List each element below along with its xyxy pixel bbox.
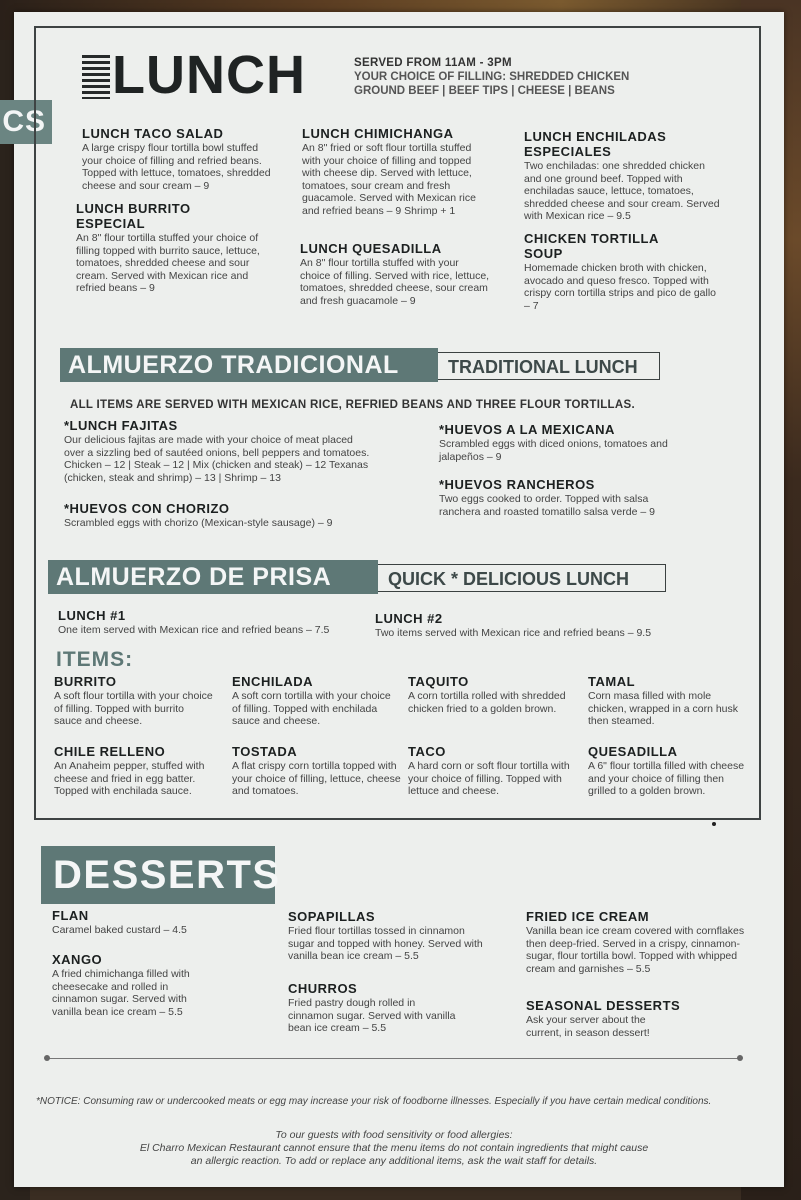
item-desc: Our delicious fajitas are made with your choice of meat placed over a sizzling bed of sautéed onions, bell peppers and tomatoes. Chicken – 12 | Steak – 12 | Mix (chicken and steak) – 12 Texanas (chicken, steak and shrimp) – 13 | Shrimp – 13 bbox=[64, 434, 370, 484]
item-desc: A hard corn or soft flour tortilla with your choice of filling. Topped with lettuce and cheese. bbox=[408, 760, 570, 798]
item-name: TOSTADA bbox=[232, 744, 298, 759]
item-name: *HUEVOS A LA MEXICANA bbox=[439, 422, 615, 437]
tradicional-title: ALMUERZO TRADICIONAL bbox=[60, 348, 438, 382]
allergy-line-3: an allergic reaction. To add or replace any additional items, ask the wait staff for details. bbox=[190, 1155, 598, 1167]
item-desc: Two enchiladas: one shredded chicken and one ground beef. Topped with enchiladas sauce, lettuce, tomatoes, shredded cheese and sour cream. Served with Mexican rice – 9.5 bbox=[524, 160, 720, 223]
menu-item bbox=[588, 674, 738, 728]
item-desc: Vanilla bean ice cream covered with cornflakes then deep-fried. Served in a crispy, cinnamon-sugar, flour tortilla bowl. Topped with whipped cream and garnishes – 5.5 bbox=[526, 925, 745, 975]
item-desc: Two eggs cooked to order. Topped with salsa ranchera and roasted tomatillo salsa verde – 9 bbox=[439, 493, 655, 518]
lunch-served-info bbox=[354, 56, 694, 98]
item-desc: A soft corn tortilla with your choice of filling. Topped with enchilada sauce and cheese. bbox=[232, 690, 391, 728]
menu-item bbox=[408, 744, 580, 798]
desserts-title: DESSERTS bbox=[41, 846, 275, 904]
menu-item bbox=[52, 952, 212, 1018]
menu-item bbox=[375, 611, 685, 640]
menu-item bbox=[54, 744, 224, 798]
item-name: FLAN bbox=[52, 908, 89, 923]
item-desc: Ask your server about the current, in season dessert! bbox=[526, 1014, 650, 1039]
item-name: SOPAPILLAS bbox=[288, 909, 376, 924]
item-desc: An 8" flour tortilla stuffed your choice of filling topped with burrito sauce, lettuce, tomatoes, shredded cheese and sour cream. Served with Mexican rice and refried beans – 9 bbox=[76, 232, 260, 295]
menu-item bbox=[408, 674, 568, 715]
item-name: FRIED ICE CREAM bbox=[526, 909, 650, 924]
served-hours: SERVED FROM 11AM - 3PM bbox=[354, 57, 512, 69]
divider-dot bbox=[44, 1055, 50, 1061]
menu-item bbox=[524, 231, 719, 312]
item-name: ENCHILADA bbox=[232, 674, 314, 689]
item-desc: A fried chimichanga filled with cheesecake and rolled in cinnamon sugar. Served with vanilla bean ice cream – 5.5 bbox=[52, 968, 190, 1018]
allergy-line-2: El Charro Mexican Restaurant cannot ensure that the menu items do not contain ingredients that might cause bbox=[139, 1142, 649, 1154]
side-section-tab: CS bbox=[0, 100, 52, 144]
item-name: CHICKEN TORTILLA SOUP bbox=[524, 231, 659, 261]
menu-item bbox=[232, 674, 392, 728]
filling-line-1: YOUR CHOICE OF FILLING: SHREDDED CHICKEN bbox=[354, 71, 630, 83]
divider-line bbox=[46, 1058, 741, 1059]
menu-item bbox=[82, 126, 272, 192]
item-name: LUNCH #2 bbox=[375, 611, 443, 626]
item-desc: Fried pastry dough rolled in cinnamon sugar. Served with vanilla bean ice cream – 5.5 bbox=[288, 997, 456, 1035]
menu-item bbox=[524, 129, 724, 223]
item-name: LUNCH ENCHILADAS ESPECIALES bbox=[524, 129, 667, 159]
menu-item bbox=[288, 909, 493, 963]
item-name: LUNCH TACO SALAD bbox=[82, 126, 224, 141]
item-desc: Caramel baked custard – 4.5 bbox=[52, 924, 187, 936]
menu-item bbox=[288, 981, 458, 1035]
tradicional-subtitle: TRADITIONAL LUNCH bbox=[438, 352, 660, 380]
menu-item bbox=[526, 909, 758, 975]
menu-item bbox=[439, 477, 689, 518]
item-name: LUNCH #1 bbox=[58, 608, 126, 623]
health-notice: *NOTICE: Consuming raw or undercooked meats or egg may increase your risk of foodborne illnesses. Especially if you have certain medical conditions. bbox=[36, 1096, 712, 1107]
menu-item bbox=[54, 674, 214, 728]
item-name: LUNCH CHIMICHANGA bbox=[302, 126, 454, 141]
item-name: LUNCH BURRITO ESPECIAL bbox=[76, 201, 191, 231]
menu-item bbox=[302, 126, 492, 218]
menu-item bbox=[300, 241, 492, 307]
menu-item bbox=[526, 998, 681, 1039]
menu-item bbox=[588, 744, 753, 798]
items-label: ITEMS: bbox=[56, 648, 134, 671]
item-name: *HUEVOS RANCHEROS bbox=[439, 477, 595, 492]
menu-item bbox=[232, 744, 402, 798]
item-desc: Corn masa filled with mole chicken, wrapped in a corn husk then steamed. bbox=[588, 690, 738, 728]
item-desc: Two items served with Mexican rice and refried beans – 9.5 bbox=[375, 627, 652, 639]
item-desc: Scrambled eggs with diced onions, tomatoes and jalapeños – 9 bbox=[439, 438, 668, 463]
item-desc: A large crispy flour tortilla bowl stuffed your choice of filling and refried beans. Topped with lettuce, tomatoes, shredded cheese and sour cream – 9 bbox=[82, 142, 271, 192]
menu-page bbox=[2, 12, 784, 1187]
menu-item bbox=[64, 418, 374, 484]
menu-item bbox=[64, 501, 404, 530]
item-name: QUESADILLA bbox=[588, 744, 678, 759]
item-name: *LUNCH FAJITAS bbox=[64, 418, 178, 433]
item-name: *HUEVOS CON CHORIZO bbox=[64, 501, 230, 516]
item-name: CHILE RELLENO bbox=[54, 744, 166, 759]
item-name: BURRITO bbox=[54, 674, 117, 689]
item-desc: An Anaheim pepper, stuffed with cheese and fried in egg batter. Topped with enchilada sauce. bbox=[54, 760, 205, 798]
allergy-notice bbox=[74, 1129, 714, 1168]
menu-item bbox=[58, 608, 368, 637]
item-desc: An 8" flour tortilla stuffed with your choice of filling. Served with rice, lettuce, tomatoes, shredded cheese, sour cream and fresh guacamole – 9 bbox=[300, 257, 490, 307]
item-name: SEASONAL DESSERTS bbox=[526, 998, 681, 1013]
item-desc: A flat crispy corn tortilla topped with your choice of filling, lettuce, cheese and tomatoes. bbox=[232, 760, 401, 798]
item-name: XANGO bbox=[52, 952, 103, 967]
item-desc: An 8" fried or soft flour tortilla stuffed with your choice of filling and topped with cheese dip. Served with lettuce, tomatoes, sour cream and fresh guacamole. Served with Mexican rice and refried beans – 9 Shrimp + 1 bbox=[302, 142, 476, 217]
item-name: TAMAL bbox=[588, 674, 636, 689]
lunch-title: LUNCH bbox=[112, 45, 306, 105]
item-desc: A soft flour tortilla with your choice of filling. Topped with burrito sauce and cheese. bbox=[54, 690, 213, 728]
prisa-subtitle: QUICK * DELICIOUS LUNCH bbox=[378, 564, 666, 592]
dot-decoration bbox=[712, 822, 716, 826]
menu-item bbox=[52, 908, 242, 937]
item-desc: Homemade chicken broth with chicken, avocado and queso fresco. Topped with crispy corn tortilla strips and pico de gallo – 7 bbox=[524, 262, 717, 312]
item-desc: Scrambled eggs with chorizo (Mexican-style sausage) – 9 bbox=[64, 517, 333, 529]
filling-line-2: GROUND BEEF | BEEF TIPS | CHEESE | BEANS bbox=[354, 85, 615, 97]
stripes-decoration bbox=[82, 55, 110, 99]
menu-item bbox=[76, 201, 271, 295]
prisa-title: ALMUERZO DE PRISA bbox=[48, 560, 378, 594]
divider-dot bbox=[737, 1055, 743, 1061]
item-name: LUNCH QUESADILLA bbox=[300, 241, 442, 256]
item-desc: Fried flour tortillas tossed in cinnamon sugar and topped with honey. Served with vanilla bean ice cream – 5.5 bbox=[288, 925, 483, 963]
tradicional-note: ALL ITEMS ARE SERVED WITH MEXICAN RICE, REFRIED BEANS AND THREE FLOUR TORTILLAS. bbox=[70, 399, 635, 411]
item-name: TACO bbox=[408, 744, 446, 759]
menu-item bbox=[439, 422, 679, 463]
item-desc: A corn tortilla rolled with shredded chicken fried to a golden brown. bbox=[408, 690, 566, 715]
item-desc: A 6" flour tortilla filled with cheese and your choice of filling then grilled to a golden brown. bbox=[588, 760, 745, 798]
item-desc: One item served with Mexican rice and refried beans – 7.5 bbox=[58, 624, 330, 636]
item-name: CHURROS bbox=[288, 981, 358, 996]
allergy-line-1: To our guests with food sensitivity or food allergies: bbox=[275, 1129, 513, 1141]
item-name: TAQUITO bbox=[408, 674, 469, 689]
